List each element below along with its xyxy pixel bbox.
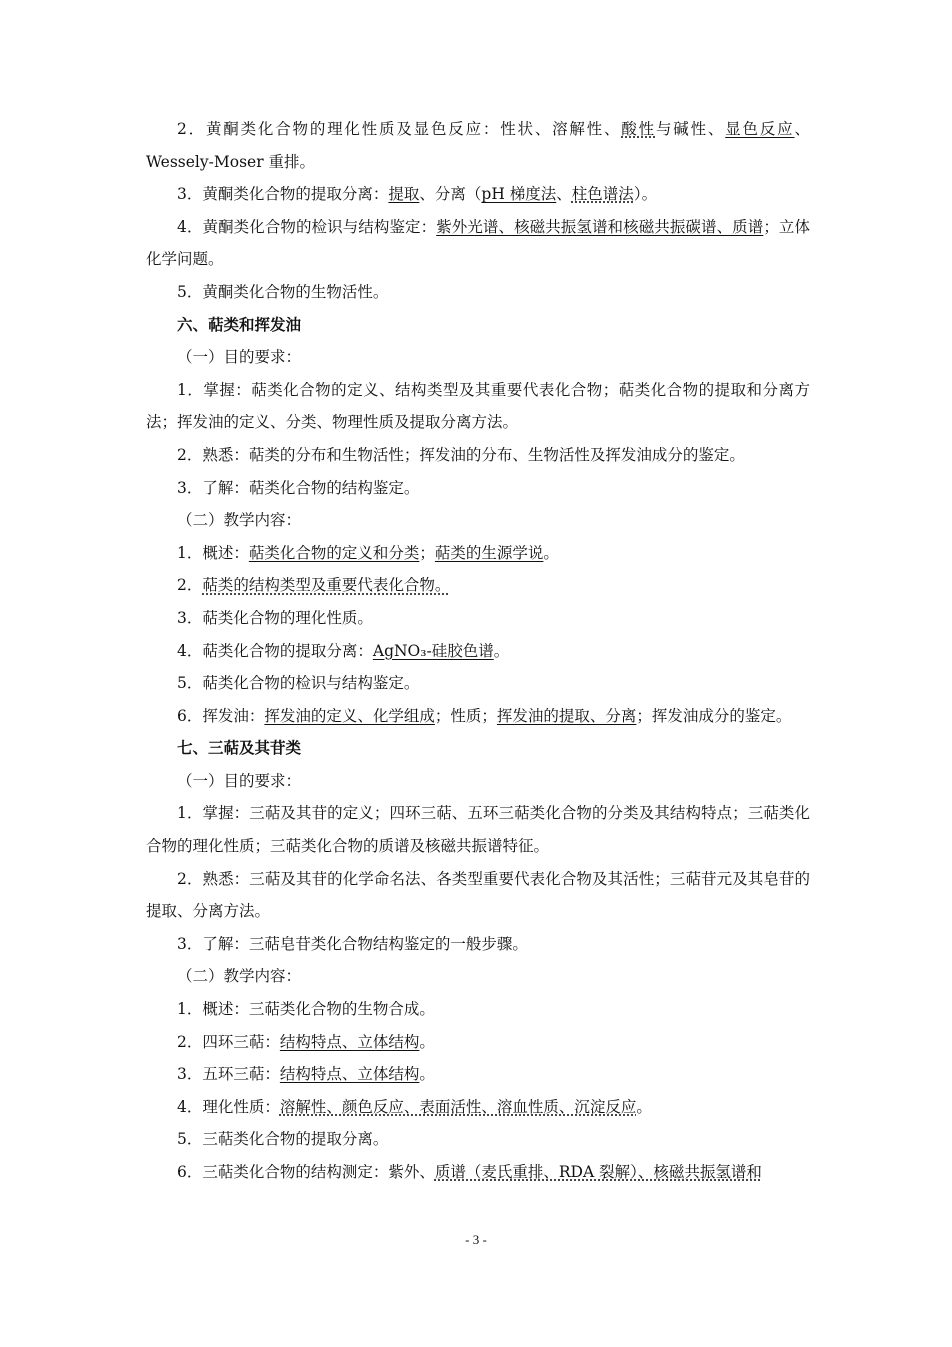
text-run: 、Wessely-Moser 重排。 <box>146 120 810 171</box>
paragraph <box>146 472 810 505</box>
emphasized-text: 显色反应 <box>725 120 795 138</box>
paragraph <box>146 635 810 668</box>
section-heading <box>146 732 810 765</box>
text-run: ）。 <box>633 185 658 204</box>
text-run: 3．五环三萜： <box>177 1065 280 1084</box>
emphasized-text: 紫外光谱、核磁共振氢谱和核磁共振碳谱、质谱 <box>436 217 764 236</box>
text-run: 。 <box>543 543 559 562</box>
section-heading <box>146 309 810 342</box>
text-run: 2．熟悉：三萜及其苷的化学命名法、各类型重要代表化合物及其活性；三萜苷元及其皂苷的提取、分离方法。 <box>146 869 810 921</box>
text-run: （一）目的要求： <box>177 771 302 790</box>
text-run: 5．黄酮类化合物的生物活性。 <box>177 282 389 301</box>
emphasized-text: 萜类的生源学说 <box>434 543 544 562</box>
paragraph <box>146 374 810 439</box>
text-run: 4．理化性质： <box>177 1097 280 1116</box>
emphasized-text: 结构特点、立体结构 <box>279 1032 420 1051</box>
emphasized-text: 萜类的结构类型及重要代表化合物。 <box>202 576 451 595</box>
paragraph <box>146 1026 810 1059</box>
emphasized-text: AgNO₃-硅胶色谱 <box>372 641 494 660</box>
paragraph <box>146 993 810 1026</box>
emphasized-text: 挥发油的定义、化学组成 <box>264 706 435 725</box>
emphasized-text: 挥发油的提取、分离 <box>496 706 637 725</box>
emphasized-text: 质谱（麦氏重排、RDA 裂解）、核磁共振氢谱和 <box>434 1163 762 1181</box>
text-run: 5．三萜类化合物的提取分离。 <box>177 1130 389 1149</box>
text-run: 1．概述：三萜类化合物的生物合成。 <box>177 1000 435 1019</box>
text-run: 5．萜类化合物的检识与结构鉴定。 <box>177 674 420 693</box>
emphasized-text: 提取 <box>388 185 420 204</box>
paragraph <box>146 602 810 635</box>
paragraph <box>146 178 810 211</box>
text-run: 2．四环三萜： <box>177 1032 280 1051</box>
text-run: 。 <box>419 1065 435 1084</box>
text-run: 2．熟悉：萜类的分布和生物活性；挥发油的分布、生物活性及挥发油成分的鉴定。 <box>177 445 745 464</box>
text-run: 6．挥发油： <box>177 706 265 725</box>
text-run: 。 <box>636 1097 652 1116</box>
paragraph <box>146 1091 810 1124</box>
text-run: 1．概述： <box>177 543 249 562</box>
emphasized-text: 柱色谱法 <box>571 185 634 204</box>
paragraph <box>146 700 810 733</box>
paragraph <box>146 341 810 374</box>
text-run: 1．掌握：萜类化合物的定义、结构类型及其重要代表化合物；萜类化合物的提取和分离方法；挥发油的定义、分类、物理性质及提取分离方法。 <box>146 380 810 432</box>
paragraph <box>146 863 810 928</box>
body-text <box>146 113 810 1189</box>
text-run: 4．萜类化合物的提取分离： <box>177 641 373 660</box>
paragraph <box>146 1156 810 1189</box>
emphasized-text: 酸性 <box>621 120 656 138</box>
paragraph <box>146 569 810 602</box>
text-run: 六、萜类和挥发油 <box>177 315 302 334</box>
text-run: 3．了解：三萜皂苷类化合物结构鉴定的一般步骤。 <box>177 934 528 953</box>
text-run: ；挥发油成分的鉴定。 <box>636 706 792 725</box>
text-run: 2． <box>177 576 203 595</box>
paragraph <box>146 797 810 862</box>
text-run: 2．黄酮类化合物的理化性质及显色反应：性状、溶解性、 <box>177 120 622 138</box>
paragraph <box>146 667 810 700</box>
text-run: ； <box>419 543 435 562</box>
text-run: ；性质； <box>434 706 497 725</box>
text-run: （二）教学内容： <box>177 967 302 986</box>
paragraph <box>146 960 810 993</box>
text-run: 、分离（ <box>419 185 482 204</box>
text-run: 、 <box>556 185 572 204</box>
text-run: 七、三萜及其苷类 <box>177 739 302 758</box>
paragraph <box>146 928 810 961</box>
text-run: （一）目的要求： <box>177 348 302 367</box>
page-number: - 3 - <box>465 1232 487 1247</box>
text-run: ；立体化学问题。 <box>146 217 810 269</box>
text-run: 。 <box>419 1032 435 1051</box>
text-run: 1．掌握：三萜及其苷的定义；四环三萜、五环三萜类化合物的分类及其结构特点；三萜类化合物的理化性质；三萜类化合物的质谱及核磁共振谱特征。 <box>146 804 810 856</box>
text-run: 3．黄酮类化合物的提取分离： <box>177 185 389 204</box>
emphasized-text: pH 梯度法 <box>481 185 557 204</box>
text-run: 3．了解：萜类化合物的结构鉴定。 <box>177 478 420 497</box>
text-run: 。 <box>493 641 510 660</box>
text-run: 3．萜类化合物的理化性质。 <box>177 608 373 627</box>
text-run: （二）教学内容： <box>177 511 302 530</box>
paragraph <box>146 211 810 276</box>
paragraph <box>146 113 810 178</box>
emphasized-text: 萜类化合物的定义和分类 <box>248 543 420 562</box>
text-run: 4．黄酮类化合物的检识与结构鉴定： <box>177 217 437 236</box>
paragraph <box>146 439 810 472</box>
paragraph <box>146 537 810 570</box>
paragraph <box>146 276 810 309</box>
text-run: 与碱性、 <box>655 120 726 138</box>
paragraph <box>146 1123 810 1156</box>
emphasized-text: 溶解性、颜色反应、表面活性、溶血性质、沉淀反应 <box>279 1097 637 1116</box>
paragraph <box>146 504 810 537</box>
paragraph <box>146 1058 810 1091</box>
paragraph <box>146 765 810 798</box>
text-run: 6．三萜类化合物的结构测定：紫外、 <box>177 1163 435 1181</box>
emphasized-text: 结构特点、立体结构 <box>279 1065 420 1084</box>
